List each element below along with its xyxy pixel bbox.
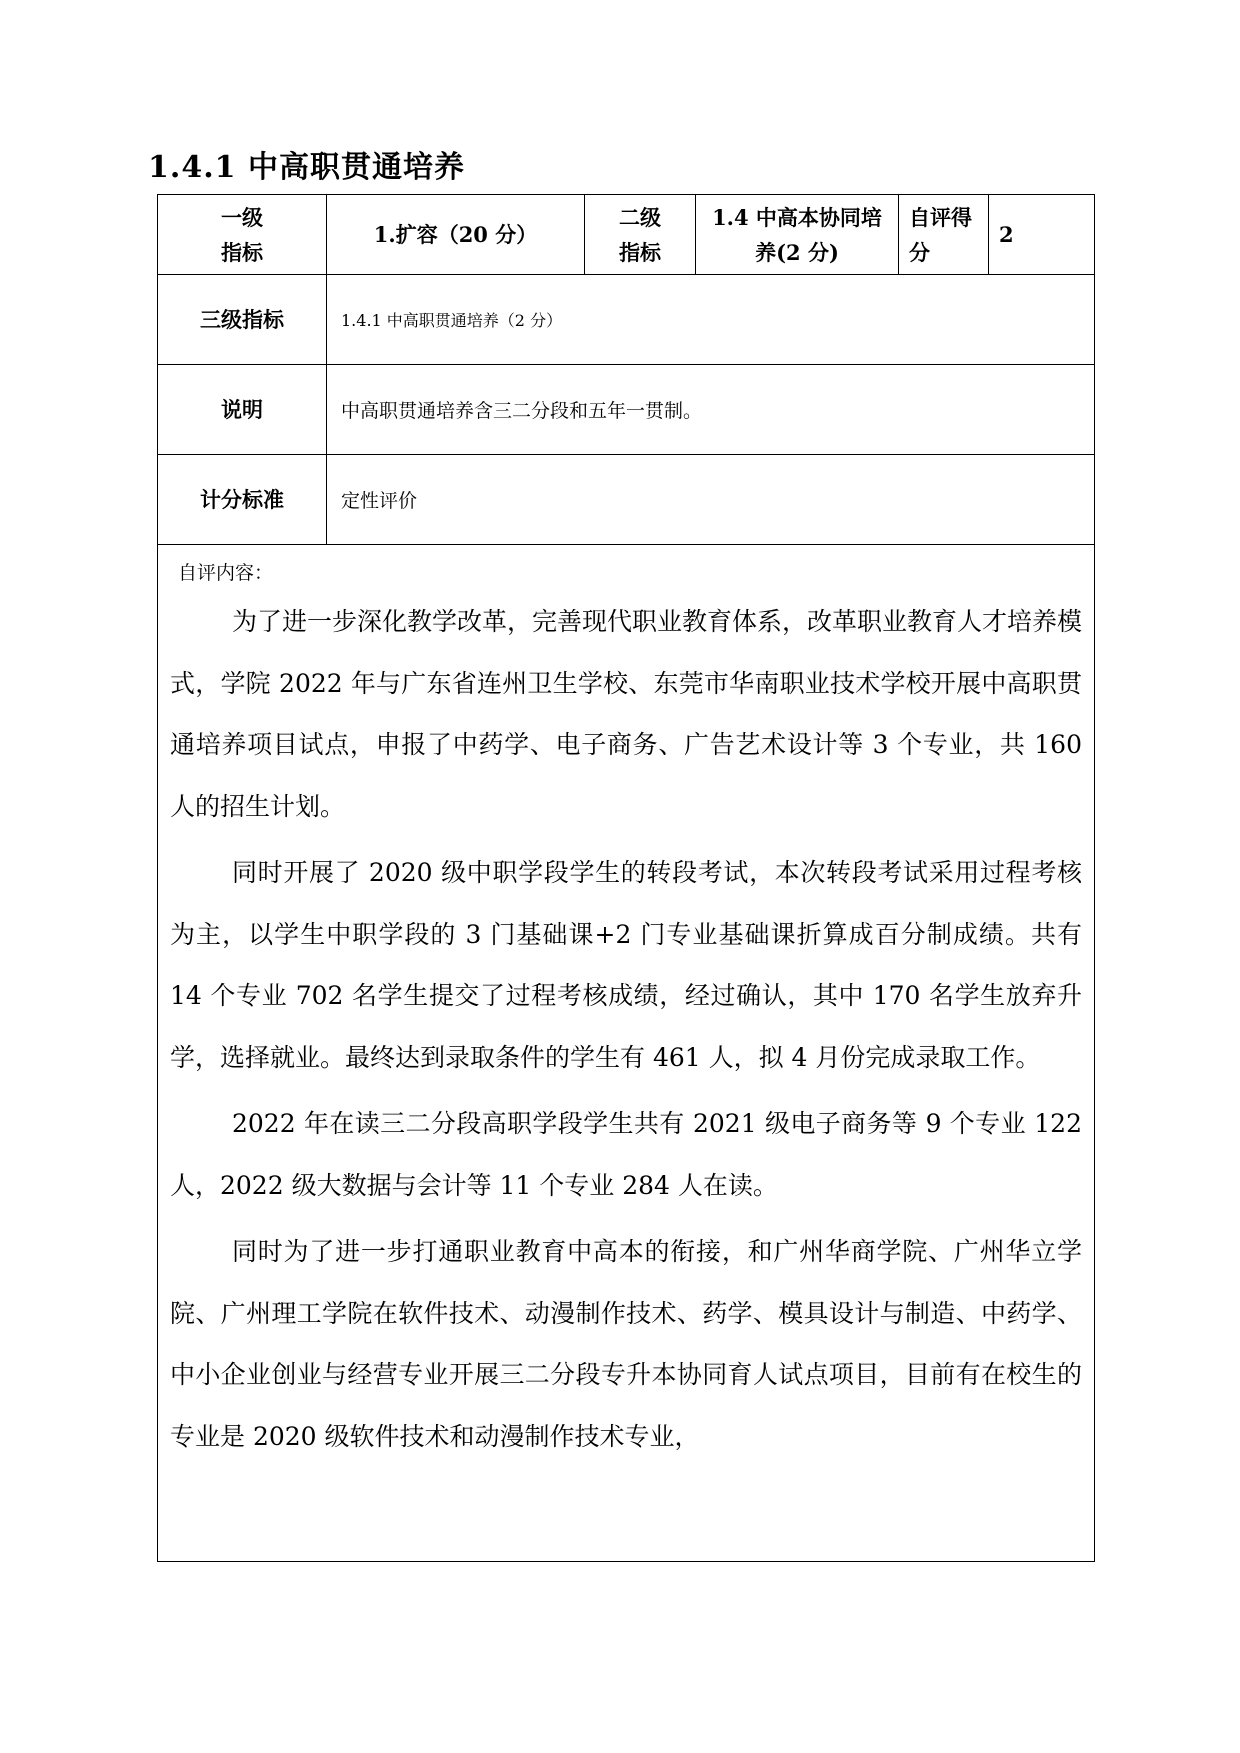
level2-value: 1.4 中高本协同培 养(2 分) — [696, 195, 899, 275]
level1-value: 1.扩容（20 分） — [327, 195, 585, 275]
level2-label: 二级 指标 — [585, 195, 696, 275]
self-score-label: 自评得 分 — [899, 195, 989, 275]
scoring-row — [158, 455, 1095, 545]
header-row — [158, 195, 1095, 275]
description-label: 说明 — [158, 365, 327, 455]
scoring-value: 定性评价 — [327, 455, 1095, 545]
self-score-value: 2 — [989, 195, 1095, 275]
description-value: 中高职贯通培养含三二分段和五年一贯制。 — [327, 365, 1095, 455]
level1-label: 一级 指标 — [158, 195, 327, 275]
self-eval-cell — [158, 545, 1095, 1562]
section-title: 1.4.1 中高职贯通培养 — [148, 150, 465, 185]
self-eval-label: 自评内容： — [178, 562, 274, 584]
self-eval-paragraph: 同时开展了 2020 级中职学段学生的转段考试，本次转段考试采用过程考核为主，以学生中职学段的 3 门基础课+2 门专业基础课折算成百分制成绩。共有 14 个专业 702 名学生提交了过程考核成绩，经过确认，其中 170 名学生放弃升学，选择就业。最终达到录取条件的学生有 461 人，拟 4 月份完成录取工作。 — [170, 858, 1082, 1072]
self-eval-paragraph: 为了进一步深化教学改革，完善现代职业教育体系，改革职业教育人才培养模式，学院 2022 年与广东省连州卫生学校、东莞市华南职业技术学校开展中高职贯通培养项目试点，申报了中药学、电子商务、广告艺术设计等 3 个专业，共 160 人的招生计划。 — [170, 607, 1083, 821]
self-eval-paragraph: 同时为了进一步打通职业教育中高本的衔接，和广州华商学院、广州华立学院、广州理工学院在软件技术、动漫制作技术、药学、模具设计与制造、中药学、中小企业创业与经营专业开展三二分段专升本协同育人试点项目，目前有在校生的专业是 2020 级软件技术和动漫制作技术专业， — [170, 1237, 1082, 1451]
scoring-label: 计分标准 — [158, 455, 327, 545]
self-eval-paragraph: 2022 年在读三二分段高职学段学生共有 2021 级电子商务等 9 个专业 122 人，2022 级大数据与会计等 11 个专业 284 人在读。 — [170, 1109, 1082, 1200]
self-eval-row — [158, 545, 1095, 1562]
description-row — [158, 365, 1095, 455]
level3-row — [158, 275, 1095, 365]
evaluation-table — [157, 194, 1095, 1562]
level3-label: 三级指标 — [158, 275, 327, 365]
level3-value: 1.4.1 中高职贯通培养（2 分） — [327, 275, 1095, 365]
